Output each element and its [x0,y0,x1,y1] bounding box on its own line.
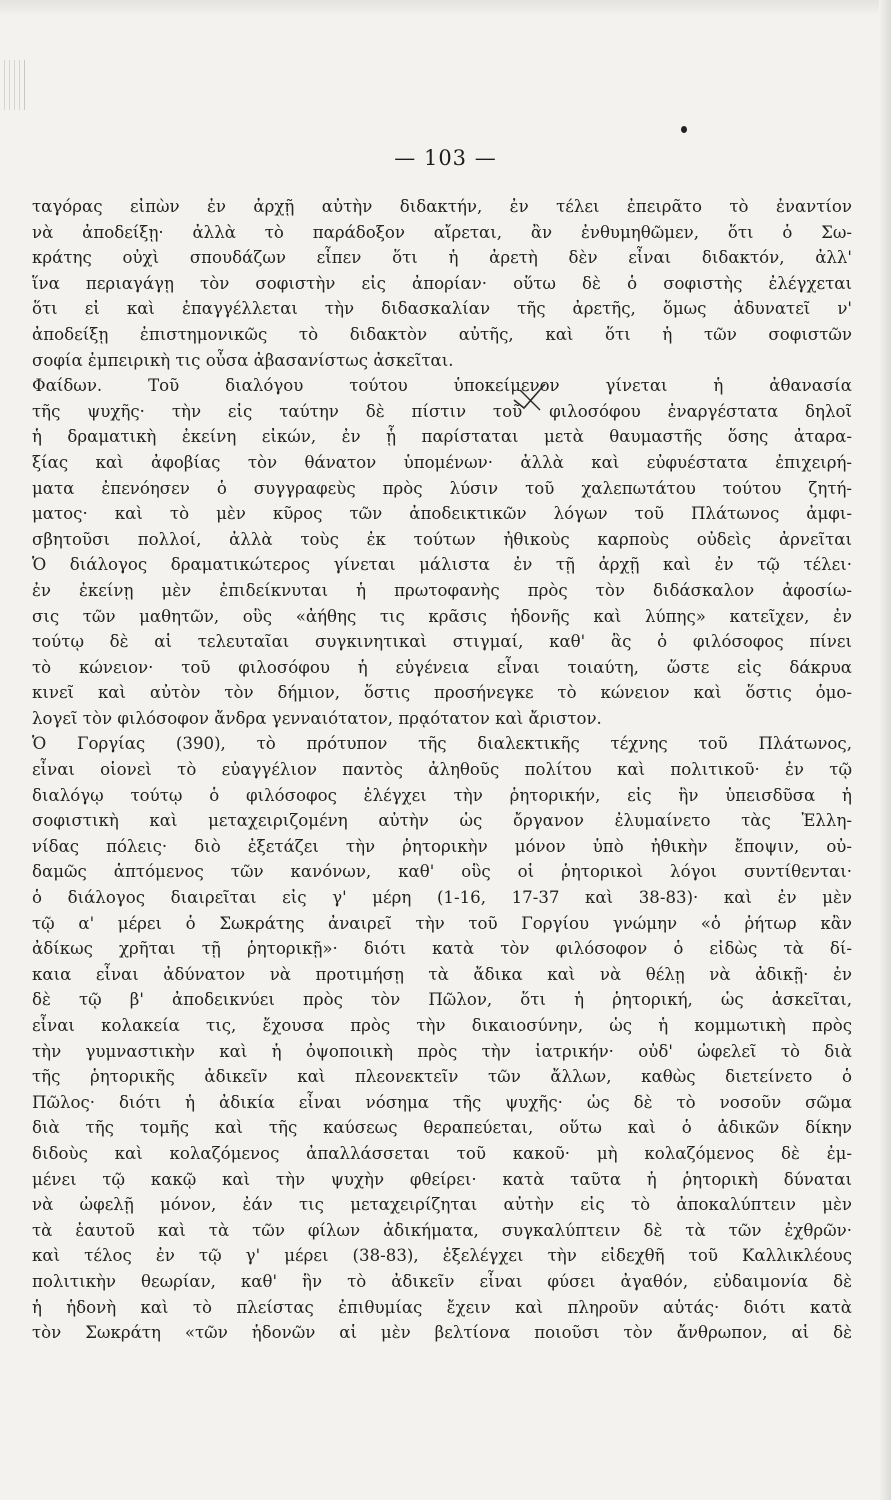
text-line: τὰ ἑαυτοῦ καὶ τὰ τῶν φίλων ἀδικήματα, συγκαλύπτειν δὲ τὰ τῶν ἐχθρῶν· [32,1220,852,1240]
text-line: ἀποδείξῃ ἐπιστημονικῶς τὸ διδακτὸν αὐτῆς, καὶ ὅτι ἡ τῶν σοφιστῶν [32,324,852,344]
page-right-edge [879,0,891,1500]
text-line: Ὁ Γοργίας (390), τὸ πρότυπον τῆς διαλεκτικῆς τέχνης τοῦ Πλάτωνος, [32,734,852,754]
text-line: νὰ ἀποδείξῃ· ἀλλὰ τὸ παράδοξον αἴρεται, ἂν ἐνθυμηθῶμεν, ὅτι ὁ Σω- [32,222,852,242]
text-line: νὰ ὠφελῇ μόνον, ἐάν τις μεταχειρίζηται αὐτὴν εἰς τὸ ἀποκαλύπτειν μὲν [32,1195,852,1215]
text-line: ταγόρας εἰπὼν ἐν ἀρχῇ αὐτὴν διδακτήν, ἐν τέλει ἐπειρᾶτο τὸ ἐναντίον [32,197,852,216]
text-line: εἶναι κολακεία τις, ἔχουσα πρὸς τὴν δικαιοσύνην, ὡς ἡ κομμωτικὴ πρὸς [32,1016,852,1035]
text-line: Φαίδων. Τοῦ διαλόγου τούτου ὑποκείμενον γίνεται ἡ ἀθανασία [32,376,852,396]
text-line: καὶ τέλος ἐν τῷ γ' μέρει (38-83), ἐξελέγχει τὴν εἰδεχθῆ τοῦ Καλλικλέους [32,1246,852,1266]
text-line: ἀδίκως χρῆται τῇ ῥητορικῇ»· διότι κατὰ τὸν φιλόσοφον ὁ εἰδὼς τὰ δί- [32,939,852,959]
text-line: τὸν Σωκράτη «τῶν ἡδονῶν αἱ μὲν βελτίονα ποιοῦσι τὸν ἄνθρωπον, αἱ δὲ [32,1323,852,1343]
text-line: σβητοῦσι πολλοί, ἀλλὰ τοὺς ἐκ τούτων ἠθικοὺς καρποὺς οὐδεὶς ἀρνεῖται [32,529,852,549]
text-line: νίδας πόλεις· διὸ ἐξετάζει τὴν ῥητορικὴν μόνον ὑπὸ ἠθικὴν ἔποψιν, οὐ- [32,836,852,856]
text-line: τῆς ῥητορικῆς ἀδικεῖν καὶ πλεονεκτεῖν τῶν ἄλλων, καθὼς διετείνετο ὁ [32,1067,852,1087]
text-line: σοφιστικὴ καὶ μεταχειριζομένη αὐτὴν ὡς ὄργανον ἐλυμαίνετο τὰς Ἑλλη- [32,811,852,831]
text-line: ἡ ἡδονὴ καὶ τὸ πλείστας ἐπιθυμίας ἔχειν καὶ πληροῦν αὐτάς· διότι κατὰ [32,1297,852,1317]
text-line: λογεῖ τὸν φιλόσοφον ἄνδρα γενναιότατον, πρᾳότατον καὶ ἄριστον. [32,708,602,728]
page-number: — 103 — [394,146,497,170]
text-line: διαλόγῳ τούτῳ ὁ φιλόσοφος ἐλέγχει τὴν ῥητορικήν, εἰς ἣν ὑπεισδῦσα ἡ [32,785,852,805]
text-line: ἵνα περιαγάγῃ τὸν σοφιστὴν εἰς ἀπορίαν· οὕτω δὲ ὁ σοφιστὴς ἐλέγχεται [32,273,852,293]
text-line: τούτῳ δὲ αἱ τελευταῖαι συγκινητικαὶ στιγμαί, καθ' ἃς ὁ φιλόσοφος πίνει [32,632,852,652]
text-line: σοφία ἐμπειρικὴ τις οὖσα ἀβασανίστως ἀσκεῖται. [32,350,454,370]
text-line: κράτης οὐχὶ σπουδάζων εἶπεν ὅτι ἡ ἀρετὴ δὲν εἶναι διδακτόν, ἀλλ' [32,248,852,268]
binding-mark [0,60,25,110]
body-text [32,194,852,1346]
page-top-edge [0,0,891,16]
text-line: κινεῖ καὶ αὐτὸν τὸν δήμιον, ὅστις προσήνεγκε τὸ κώνειον καὶ ὅστις ὁμο- [32,683,852,703]
text-line: τῆς ψυχῆς· τὴν εἰς ταύτην δὲ πίστιν τοῦ φιλοσόφου ἐναργέστατα δηλοῖ [32,401,852,421]
text-line: Ὁ διάλογος δραματικώτερος γίνεται μάλιστα ἐν τῇ ἀρχῇ καὶ ἐν τῷ τέλει· [32,555,852,575]
text-line: διδοὺς καὶ κολαζόμενος ἀπαλλάσσεται τοῦ κακοῦ· μὴ κολαζόμενος δὲ ἐμ- [32,1143,852,1163]
text-line: πολιτικὴν θεωρίαν, καθ' ἣν τὸ ἀδικεῖν εἶναι φύσει ἀγαθόν, εὐδαιμονία δὲ [32,1271,852,1291]
text-line: ματα ἐπενόησεν ὁ συγγραφεὺς πρὸς λύσιν τοῦ χαλεπωτάτου τούτου ζητή- [32,478,852,498]
text-line: τὸ κώνειον· τοῦ φιλοσόφου ἡ εὐγένεια εἶναι τοιαύτη, ὥστε εἰς δάκρυα [32,657,852,677]
text-line: δαμῶς ἁπτόμενος τῶν κανόνων, καθ' οὓς οἱ ῥητορικοὶ λόγοι συντίθενται· [32,862,852,882]
text-line: ἡ δραματικὴ ἐκείνη εἰκών, ἐν ᾗ παρίσταται μετὰ θαυμαστῆς ὅσης ἀταρα- [32,427,852,447]
text-line: δὲ τῷ β' ἀποδεικνύει πρὸς τὸν Πῶλον, ὅτι ἡ ῥητορική, ὡς ἀσκεῖται, [32,990,852,1010]
text-line: ματος· καὶ τὸ μὲν κῦρος τῶν ἀποδεικτικῶν λόγων τοῦ Πλάτωνος ἀμφι- [32,504,852,524]
text-line: μένει τῷ κακῷ καὶ τὴν ψυχὴν φθείρει· κατὰ ταῦτα ἡ ῥητορικὴ δύναται [32,1169,852,1189]
text-line: διὰ τῆς τομῆς καὶ τῆς καύσεως θεραπεύεται, οὕτω καὶ ὁ ἀδικῶν δίκην [32,1118,852,1138]
text-line: ὅτι εἰ καὶ ἐπαγγέλλεται τὴν διδασκαλίαν τῆς ἀρετῆς, ὅμως ἀδυνατεῖ ν' [32,299,852,319]
text-line: εἶναι οἱονεὶ τὸ εὐαγγέλιον παντὸς ἀληθοῦς πολίτου καὶ πολιτικοῦ· ἐν τῷ [32,760,852,780]
text-line: ἐν ἐκείνῃ μὲν ἐπιδείκνυται ἡ πρωτοφανὴς πρὸς τὸν διδάσκαλον ἀφοσίω- [32,580,852,600]
text-line: τὴν γυμναστικὴν καὶ ἡ ὀψοποιικὴ πρὸς τὴν ἰατρικήν· οὐδ' ὠφελεῖ τὸ διὰ [32,1041,852,1061]
ink-dot [681,126,687,133]
text-line: Πῶλος· διότι ἡ ἀδικία εἶναι νόσημα τῆς ψυχῆς· ὡς δὲ τὸ νοσοῦν σῶμα [32,1092,852,1112]
text-line: σις τῶν μαθητῶν, οὓς «ἀήθης τις κρᾶσις ἡδονῆς καὶ λύπης» κατεῖχεν, ἐν [32,606,852,626]
text-line: καια εἶναι ἀδύνατον νὰ προτιμήσῃ τὰ ἄδικα καὶ νὰ θέλῃ νὰ ἀδικῇ· ἐν [32,964,852,984]
text-line: ξίας καὶ ἀφοβίας τὸν θάνατον ὑπομένων· ἀλλὰ καὶ εὐφυέστατα ἐπιχειρή- [32,452,852,472]
text-line: ὁ διάλογος διαιρεῖται εἰς γ' μέρη (1-16, 17-37 καὶ 38-83)· καὶ ἐν μὲν [32,888,852,908]
text-line: τῷ α' μέρει ὁ Σωκράτης ἀναιρεῖ τὴν τοῦ Γοργίου γνώμην «ὁ ῥήτωρ κἂν [32,913,852,933]
